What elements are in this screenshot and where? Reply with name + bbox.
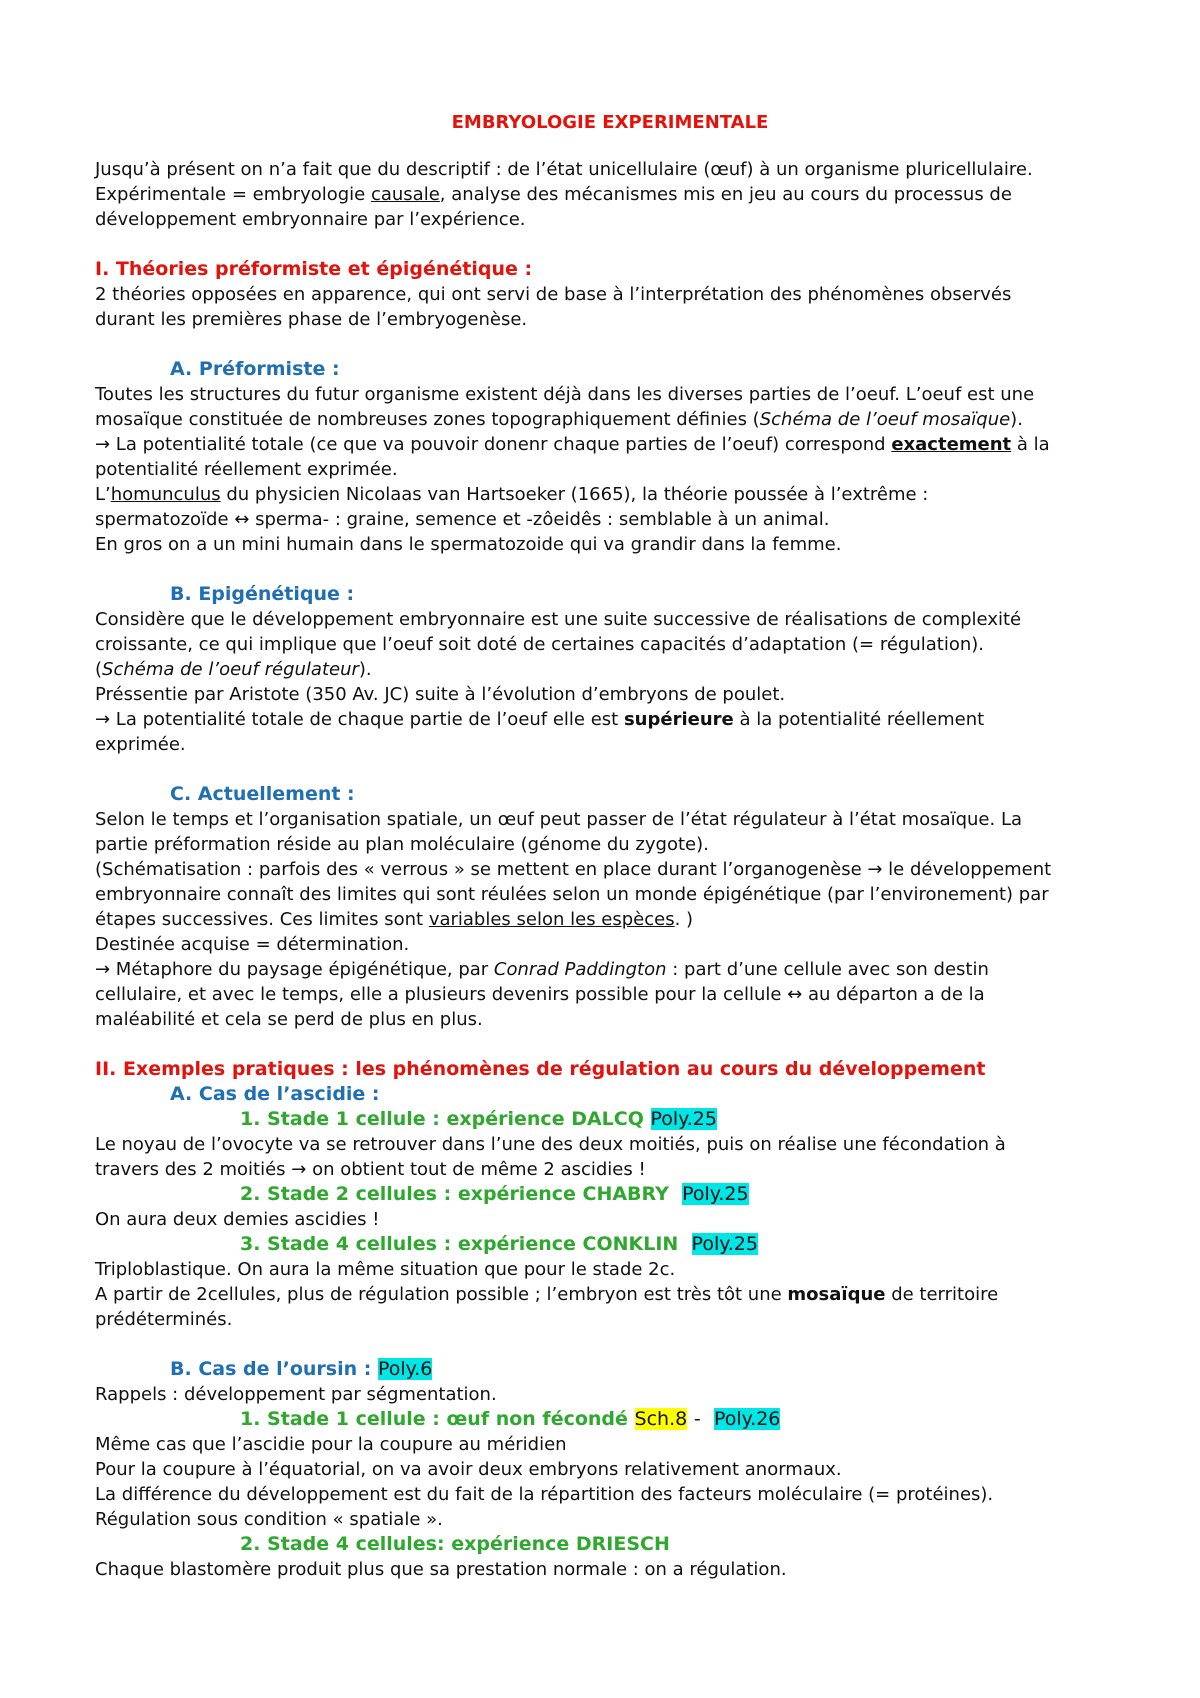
intro-line: Expérimentale = embryologie causale, analyse des mécanismes mis en jeu au cours du processus de (95, 184, 1012, 205)
subsection-heading-preformiste: A. Préformiste : (170, 358, 340, 380)
paragraph-line: Le noyau de l’ovocyte va se retrouver dans l’une des deux moitiés, puis on réalise une fécondation à (95, 1134, 1006, 1155)
paragraph-line: 2 théories opposées en apparence, qui ont servi de base à l’interprétation des phénomènes observés (95, 284, 1012, 305)
section-heading-1: I. Théories préformiste et épigénétique : (95, 258, 533, 280)
section-heading-2: II. Exemples pratiques : les phénomènes de régulation au cours du développement (95, 1058, 986, 1080)
paragraph-line: A partir de 2cellules, plus de régulation possible ; l’embryon est très tôt une mosaïque de territoire (95, 1284, 999, 1305)
paragraph-line: → La potentialité totale de chaque partie de l’oeuf elle est supérieure à la potentialité réellement (95, 709, 985, 730)
paragraph-line: potentialité réellement exprimée. (95, 459, 398, 480)
paragraph-line: Rappels : développement par ségmentation. (95, 1384, 497, 1405)
experiment-heading-oeuf-non-feconde: 1. Stade 1 cellule : œuf non fécondé Sch.8 - Poly.26 (240, 1408, 781, 1430)
poly-tag: Poly.6 (377, 1358, 433, 1380)
paragraph-line: Destinée acquise = détermination. (95, 934, 410, 955)
paragraph-line: (Schématisation : parfois des « verrous » se mettent en place durant l’organogenèse → le développement (95, 859, 1052, 880)
subsection-heading-oursin: B. Cas de l’oursin : Poly.6 (170, 1358, 433, 1380)
paragraph-line: Triploblastique. On aura la même situation que pour le stade 2c. (95, 1259, 676, 1280)
paragraph-line: croissante, ce qui implique que l’oeuf soit doté de certaines capacités d’adaptation (= régulation). (95, 634, 985, 655)
poly-tag: Poly.25 (691, 1233, 758, 1255)
paragraph-line: Chaque blastomère produit plus que sa prestation normale : on a régulation. (95, 1559, 787, 1580)
paragraph-line: mosaïque constituée de nombreuses zones topographiquement définies (Schéma de l’oeuf mosaïque). (95, 409, 1023, 430)
paragraph-line: Toutes les structures du futur organisme existent déjà dans les diverses parties de l’oeuf. L’oeuf est une (95, 384, 1035, 405)
paragraph-line: On aura deux demies ascidies ! (95, 1209, 380, 1230)
intro-line: Jusqu’à présent on n’a fait que du descriptif : de l’état unicellulaire (œuf) à un organisme pluricellulaire. (95, 159, 1033, 180)
paragraph-line: Même cas que l’ascidie pour la coupure au méridien (95, 1434, 567, 1455)
experiment-heading-chabry: 2. Stade 2 cellules : expérience CHABRY Poly.25 (240, 1183, 749, 1205)
paragraph-line: partie préformation réside au plan moléculaire (génome du zygote). (95, 834, 709, 855)
paragraph-line: Selon le temps et l’organisation spatiale, un œuf peut passer de l’état régulateur à l’état mosaïque. La (95, 809, 1023, 830)
experiment-heading-driesch: 2. Stade 4 cellules: expérience DRIESCH (240, 1533, 670, 1555)
paragraph-line: travers des 2 moitiés → on obtient tout de même 2 ascidies ! (95, 1159, 646, 1180)
paragraph-line: Pour la coupure à l’équatorial, on va avoir deux embryons relativement anormaux. (95, 1459, 842, 1480)
document-title: EMBRYOLOGIE EXPERIMENTALE (451, 112, 769, 133)
paragraph-line: cellulaire, et avec le temps, elle a plusieurs devenirs possible pour la cellule ↔ au départon a de la (95, 984, 985, 1005)
poly-tag: Poly.26 (713, 1408, 781, 1430)
paragraph-line: spermatozoïde ↔ sperma- : graine, semence et -zôeidês : semblable à un animal. (95, 509, 830, 530)
document-page (95, 110, 1125, 1582)
paragraph-line: Considère que le développement embryonnaire est une suite successive de réalisations de complexité (95, 609, 1022, 630)
experiment-heading-conklin: 3. Stade 4 cellules : expérience CONKLIN Poly.25 (240, 1233, 758, 1255)
subsection-heading-ascidie: A. Cas de l’ascidie : (170, 1083, 380, 1105)
paragraph-line: → Métaphore du paysage épigénétique, par Conrad Paddington : part d’une cellule avec son destin (95, 959, 989, 980)
experiment-heading-dalcq: 1. Stade 1 cellule : expérience DALCQ Poly.25 (240, 1108, 717, 1130)
subsection-heading-actuellement: C. Actuellement : (170, 783, 355, 805)
paragraph-line: → La potentialité totale (ce que va pouvoir donenr chaque parties de l’oeuf) correspond exactement à la (95, 434, 1050, 455)
intro-line: développement embryonnaire par l’expérience. (95, 209, 526, 230)
paragraph-line: embryonnaire connaît des limites qui sont réulées selon un monde épigénétique (par l’environement) par (95, 884, 1049, 905)
paragraph-line: La différence du développement est du fait de la répartition des facteurs moléculaire (= protéines). (95, 1484, 994, 1505)
poly-tag: Poly.25 (682, 1183, 749, 1205)
paragraph-line: exprimée. (95, 734, 186, 755)
paragraph-line: étapes successives. Ces limites sont variables selon les espèces. ) (95, 909, 694, 930)
paragraph-line: durant les premières phase de l’embryogenèse. (95, 309, 528, 330)
paragraph-line: En gros on a un mini humain dans le spermatozoide qui va grandir dans la femme. (95, 534, 842, 555)
paragraph-line: Régulation sous condition « spatiale ». (95, 1509, 443, 1530)
paragraph-line: L’homunculus du physicien Nicolaas van Hartsoeker (1665), la théorie poussée à l’extrême : (95, 484, 929, 505)
paragraph-line: maléabilité et cela se perd de plus en plus. (95, 1009, 483, 1030)
poly-tag: Poly.25 (650, 1108, 717, 1130)
paragraph-line: prédéterminés. (95, 1309, 233, 1330)
subsection-heading-epigenetique: B. Epigénétique : (170, 583, 355, 605)
paragraph-line: (Schéma de l’oeuf régulateur). (95, 659, 372, 680)
paragraph-line: Préssentie par Aristote (350 Av. JC) suite à l’évolution d’embryons de poulet. (95, 684, 786, 705)
sch-tag: Sch.8 (634, 1408, 688, 1430)
